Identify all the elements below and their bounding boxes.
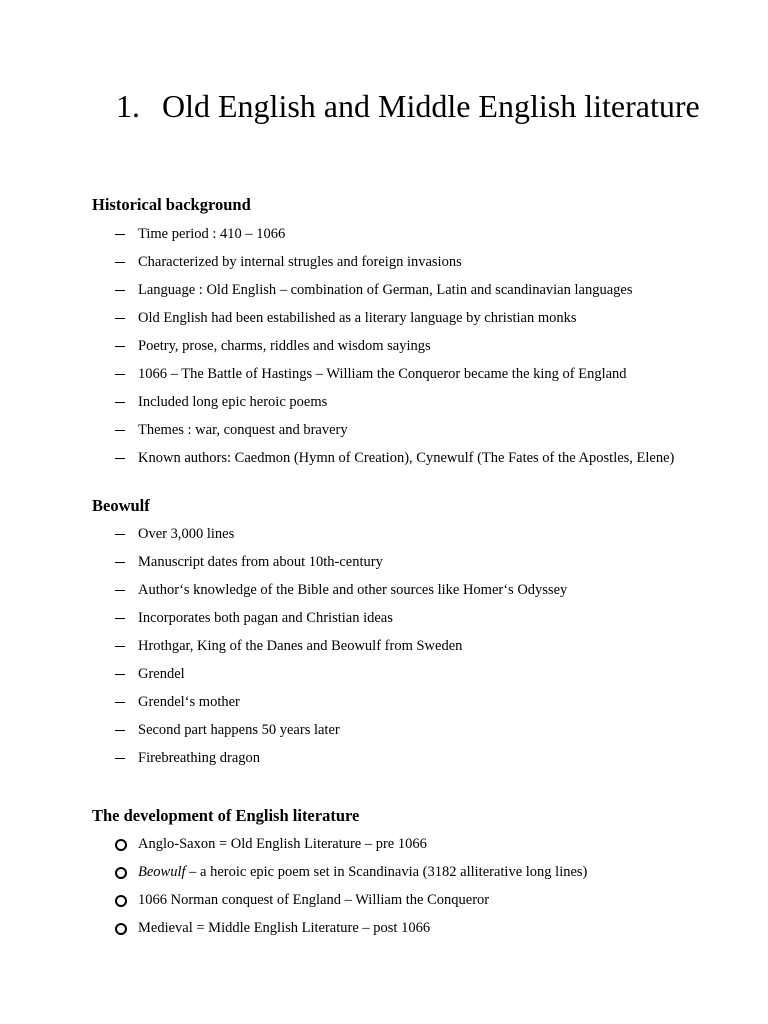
dash-shape (115, 702, 125, 703)
list-item-text: Hrothgar, King of the Danes and Beowulf from Sweden (138, 638, 463, 654)
list-item-text: Grendel (138, 666, 185, 682)
dash-shape (115, 402, 125, 403)
list-item-text: Incorporates both pagan and Christian ideas (138, 610, 393, 626)
dash-shape (115, 758, 125, 759)
item-rest-text: – a heroic epic poem set in Scandinavia (3182 alliterative long lines) (185, 864, 588, 880)
list-item-text: Author‘s knowledge of the Bible and other sources like Homer‘s Odyssey (138, 582, 568, 598)
dash-shape (115, 590, 125, 591)
dash-shape (115, 234, 125, 235)
dash-shape (115, 374, 125, 375)
italic-title: Beowulf (138, 864, 186, 880)
list-item-text: Firebreathing dragon (138, 750, 261, 766)
list-item-text: Language : Old English – combination of German, Latin and scandinavian languages (138, 282, 633, 298)
dash-shape (115, 318, 125, 319)
list-item-text: Over 3,000 lines (138, 526, 235, 542)
dash-shape (115, 262, 125, 263)
dash-shape (115, 430, 125, 431)
list-item-text: 1066 Norman conquest of England – William the Conqueror (138, 892, 490, 908)
circle-shape (115, 895, 127, 907)
page-title (116, 86, 716, 126)
list-item-text: Themes : war, conquest and bravery (138, 422, 348, 438)
list-item-text: Old English had been estabilished as a literary language by christian monks (138, 310, 577, 326)
dash-shape (115, 346, 125, 347)
list-item-text: Manuscript dates from about 10th-century (138, 554, 383, 570)
list-item-text: Known authors: Caedmon (Hymn of Creation), Cynewulf (The Fates of the Apostles, Elene) (138, 450, 675, 466)
dash-shape (115, 646, 125, 647)
dash-shape (115, 730, 125, 731)
dash-shape (115, 618, 125, 619)
circle-shape (115, 867, 127, 879)
circle-shape (115, 839, 127, 851)
list-item-text: Medieval = Middle English Literature – post 1066 (138, 920, 431, 936)
dash-shape (115, 458, 125, 459)
list-item-text (138, 864, 678, 881)
dash-shape (115, 290, 125, 291)
title-text: Old English and Middle English literature (162, 88, 700, 124)
list-item-text: Included long epic heroic poems (138, 394, 328, 410)
list-item-text: Second part happens 50 years later (138, 722, 340, 738)
dash-shape (115, 674, 125, 675)
list-item-text: 1066 – The Battle of Hastings – William the Conqueror became the king of England (138, 366, 627, 382)
list-item-text: Anglo-Saxon = Old English Literature – pre 1066 (138, 836, 427, 852)
heading-development: The development of English literature (92, 806, 360, 825)
heading-beowulf: Beowulf (92, 496, 150, 515)
dash-shape (115, 562, 125, 563)
list-item-text: Grendel‘s mother (138, 694, 240, 710)
title-number: 1. (116, 88, 140, 124)
heading-historical-background: Historical background (92, 195, 251, 214)
list-item-text: Time period : 410 – 1066 (138, 226, 286, 242)
circle-shape (115, 923, 127, 935)
list-item-text: Characterized by internal strugles and foreign invasions (138, 254, 462, 270)
dash-shape (115, 534, 125, 535)
list-item-text: Poetry, prose, charms, riddles and wisdom sayings (138, 338, 431, 354)
